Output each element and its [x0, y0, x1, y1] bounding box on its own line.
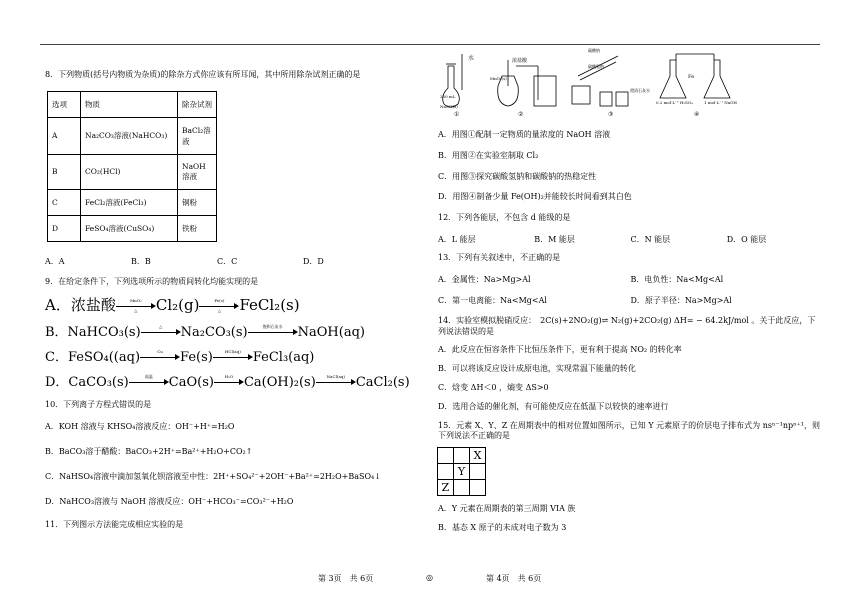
q11-stem: 11．下列图示方法能完成相应实验的是 — [45, 519, 184, 529]
formula-part: FeCl₂(s) — [239, 295, 300, 314]
grid-cell: X — [469, 447, 486, 464]
arrow-condition: △ — [217, 307, 221, 313]
q8-stem: 8．下列物质(括号内物质为杂质)的除杂方式你应该有所耳闻，其中所用除杂试剂正确的是 — [45, 70, 361, 79]
figure-label: 250 mL — [440, 94, 456, 99]
formula-part: Na₂CO₃(s) — [180, 324, 248, 340]
table-cell: A — [48, 117, 81, 154]
grid-cell — [437, 447, 454, 464]
q15-stem: 15．元素 X、Y、Z 在周期表中的相对位置如图所示，已知 Y 元素原子的价层电子排布式为 nsⁿ⁻¹npⁿ⁺¹，则下列说法不正确的是 — [438, 420, 821, 441]
option-c[interactable]: C．C — [217, 256, 238, 266]
table-row — [48, 215, 217, 241]
q10-option-a[interactable]: A．KOH 溶液与 KHSO₄溶液反应：OH⁻+H⁺=H₂O — [45, 422, 235, 432]
q10-option-c[interactable]: C．NaHSO₄溶液中滴加氢氧化钡溶液至中性：2H⁺+SO₄²⁻+2OH⁻+Ba²⁺=2H₂O+BaSO₄↓ — [45, 471, 381, 481]
figure-label: 碳酸钠 — [588, 48, 600, 53]
q14-stem: 14．实验室模拟脱硝反应： 2C(s)+2NO₂(g)⇌ N₂(g)+2CO₂(g) ΔH= − 64.2kJ/mol 。关于此反应，下列说法错误的是 — [438, 315, 816, 336]
header-rule — [40, 44, 820, 45]
option-b[interactable]: B．B — [131, 256, 151, 266]
q8-table — [47, 91, 217, 242]
ferrous-hydroxide-setup — [660, 54, 730, 98]
grid-cell — [437, 463, 454, 480]
q9-stem: 9．在给定条件下，下列选项所示的物质间转化均能实现的是 — [45, 276, 259, 286]
reaction-arrow — [248, 324, 298, 337]
q11-apparatus-figure — [438, 46, 738, 118]
formula-part: Fe(s) — [180, 349, 213, 365]
table-header: 选项 — [48, 91, 81, 117]
arrow-condition: Fe(s) — [214, 297, 225, 303]
figure-label: 碳酸氢钠 — [588, 64, 604, 69]
figure-label: ② — [518, 111, 524, 118]
q11-option-c[interactable]: C．用图③探究碳酸氢钠和碳酸钠的热稳定性 — [438, 171, 597, 181]
q10-stem: 10．下列离子方程式错误的是 — [45, 399, 152, 409]
formula-part: C．FeSO₄((aq) — [45, 349, 141, 365]
formula-part: A．浓盐酸 — [45, 295, 116, 314]
formula-part: NaOH(aq) — [297, 324, 365, 340]
q11-option-a[interactable]: A．用图①配制一定物质的量浓度的 NaOH 溶液 — [438, 130, 611, 139]
option-c[interactable]: C．N 能层 — [630, 234, 671, 244]
q13-options-row2 — [438, 295, 823, 306]
q9-option-c[interactable] — [45, 346, 430, 365]
table-row — [48, 189, 217, 215]
reaction-arrow — [213, 349, 253, 362]
figure-label: Fe — [688, 74, 695, 80]
q9-option-d[interactable] — [45, 371, 430, 390]
grid-cell — [469, 463, 486, 480]
reaction-arrow — [214, 374, 244, 387]
option-c[interactable]: C．第一电离能：Na<Mg<Al — [438, 295, 547, 305]
table-cell: D — [48, 215, 81, 241]
q15-option-b[interactable]: B．基态 X 原子的未成对电子数为 3 — [438, 522, 567, 532]
q14-option-d[interactable]: D．选用合适的催化剂，有可能使反应在低温下以较快的速率进行 — [438, 401, 669, 411]
q10-option-b[interactable]: B．BaCO₃溶于醋酸：BaCO₃+2H⁺=Ba²⁺+H₂O+CO₂↑ — [45, 447, 253, 457]
formula-part: B．NaHCO₃(s) — [45, 324, 141, 340]
arrow-condition: 饱和石灰水 — [262, 324, 283, 330]
figure-label: 水 — [468, 55, 475, 62]
reaction-arrow — [129, 374, 169, 387]
option-d[interactable]: D．D — [303, 256, 324, 266]
reaction-arrow — [141, 324, 181, 337]
grid-cell: Y — [453, 463, 470, 480]
figure-label: 1 mol·L⁻¹ NaOH — [704, 100, 737, 105]
arrow-condition: Cu — [157, 349, 163, 355]
page-number-left: 第 3页 共 6页 — [318, 574, 374, 583]
grid-cell — [453, 447, 470, 464]
q12-stem: 12．下列各能层，不包含 d 能级的是 — [438, 213, 571, 223]
option-b[interactable]: B．M 能层 — [534, 234, 575, 244]
formula-part: D．CaCO₃(s) — [45, 374, 129, 390]
formula-part: Cl₂(g) — [155, 295, 200, 314]
q12-options — [438, 234, 823, 245]
table-row — [48, 117, 217, 154]
arrow-condition: NaCl(aq) — [326, 374, 345, 380]
q9-option-a[interactable] — [45, 294, 430, 315]
table-cell: B — [48, 154, 81, 189]
option-b[interactable]: B．电负性：Na<Mg<Al — [630, 274, 724, 284]
arrow-condition: H₂O — [224, 374, 234, 380]
option-a[interactable]: A．A — [45, 256, 65, 266]
option-a[interactable]: A．L 能层 — [438, 234, 476, 244]
formula-part: FeCl₃(aq) — [252, 349, 315, 365]
table-cell: NaOH 溶液 — [178, 154, 217, 189]
q8-options — [45, 256, 430, 267]
formula-part: CaCl₂(s) — [355, 374, 410, 390]
q13-options-row1 — [438, 274, 823, 285]
table-cell: FeCl₂溶液(FeCl₃) — [81, 189, 178, 215]
arrow-condition: HCl(aq) — [224, 349, 241, 355]
grid-cell — [453, 479, 470, 496]
figure-label: 0.2 mol·L⁻¹ H₂SO₄ — [656, 100, 693, 105]
formula-part: Ca(OH)₂(s) — [243, 374, 316, 390]
table-cell: 铜粉 — [178, 189, 217, 215]
arrow-condition: 高温 — [144, 374, 153, 380]
table-row — [48, 154, 217, 189]
arrow-condition: △ — [134, 307, 138, 313]
grid-cell — [469, 479, 486, 496]
q11-option-b[interactable]: B．用图②在实验室制取 Cl₂ — [438, 150, 539, 160]
binding-circle-icon: ◎ — [426, 573, 433, 582]
q10-option-d[interactable]: D．NaHCO₃溶液与 NaOH 溶液反应：OH⁻+HCO₃⁻=CO₃²⁻+H₂O — [45, 496, 294, 506]
left-column — [45, 50, 430, 536]
figure-label: MnO₂(s) — [490, 76, 507, 81]
figure-label: 浓盐酸 — [512, 58, 528, 64]
table-cell: C — [48, 189, 81, 215]
figure-label: ④ — [694, 111, 700, 118]
figure-label: ③ — [608, 111, 614, 118]
chlorine-generator — [498, 60, 556, 106]
table-header: 物质 — [81, 91, 178, 117]
grid-cell: Z — [437, 479, 454, 496]
figure-label: 澄清石灰水 — [630, 88, 650, 93]
figure-label: NaOH(s) — [440, 104, 458, 109]
option-d[interactable]: D．O 能层 — [726, 234, 767, 244]
q9-option-b[interactable] — [45, 321, 430, 340]
option-d[interactable]: D．原子半径：Na>Mg>Al — [630, 295, 732, 305]
figure-label: ① — [454, 111, 460, 118]
formula-part: CaO(s) — [168, 374, 214, 390]
q14-option-c[interactable]: C．焓变 ΔH＜0 ，熵变 ΔS>0 — [438, 382, 549, 392]
right-column — [438, 124, 823, 540]
table-cell: 铁粉 — [178, 215, 217, 241]
volumetric-flask-setup — [443, 54, 462, 107]
reaction-arrow — [116, 297, 156, 313]
table-cell: Na₂CO₃溶液(NaHCO₃) — [81, 117, 178, 154]
option-a[interactable]: A．金属性：Na>Mg>Al — [438, 274, 531, 284]
table-header: 除杂试剂 — [178, 91, 217, 117]
reaction-arrow — [140, 349, 180, 362]
page-number-right: 第 4页 共 6页 — [486, 574, 542, 583]
table-cell: BaCl₂溶液 — [178, 117, 217, 154]
periodic-table-fragment — [438, 448, 823, 496]
q15-option-a[interactable]: A．Y 元素在周期表的第三周期 VIA 族 — [438, 504, 576, 514]
reaction-arrow — [316, 374, 356, 387]
reaction-arrow — [199, 297, 239, 313]
q14-option-b[interactable]: B．可以将该反应设计成原电池，实现常温下能量的转化 — [438, 364, 636, 374]
q13-stem: 13．下列有关叙述中，不正确的是 — [438, 252, 561, 262]
table-cell: FeSO₄溶液(CuSO₄) — [81, 215, 178, 241]
table-cell: CO₂(HCl) — [81, 154, 178, 189]
arrow-condition: MnO₂ — [130, 297, 142, 303]
q11-option-d[interactable]: D．用图④制备少量 Fe(OH)₂并能较长时间看到其白色 — [438, 192, 632, 202]
arrow-condition: △ — [159, 324, 163, 330]
q14-option-a[interactable]: A．此反应在恒容条件下比恒压条件下，更有利于提高 NO₂ 的转化率 — [438, 345, 682, 355]
table-header-row — [48, 91, 217, 117]
